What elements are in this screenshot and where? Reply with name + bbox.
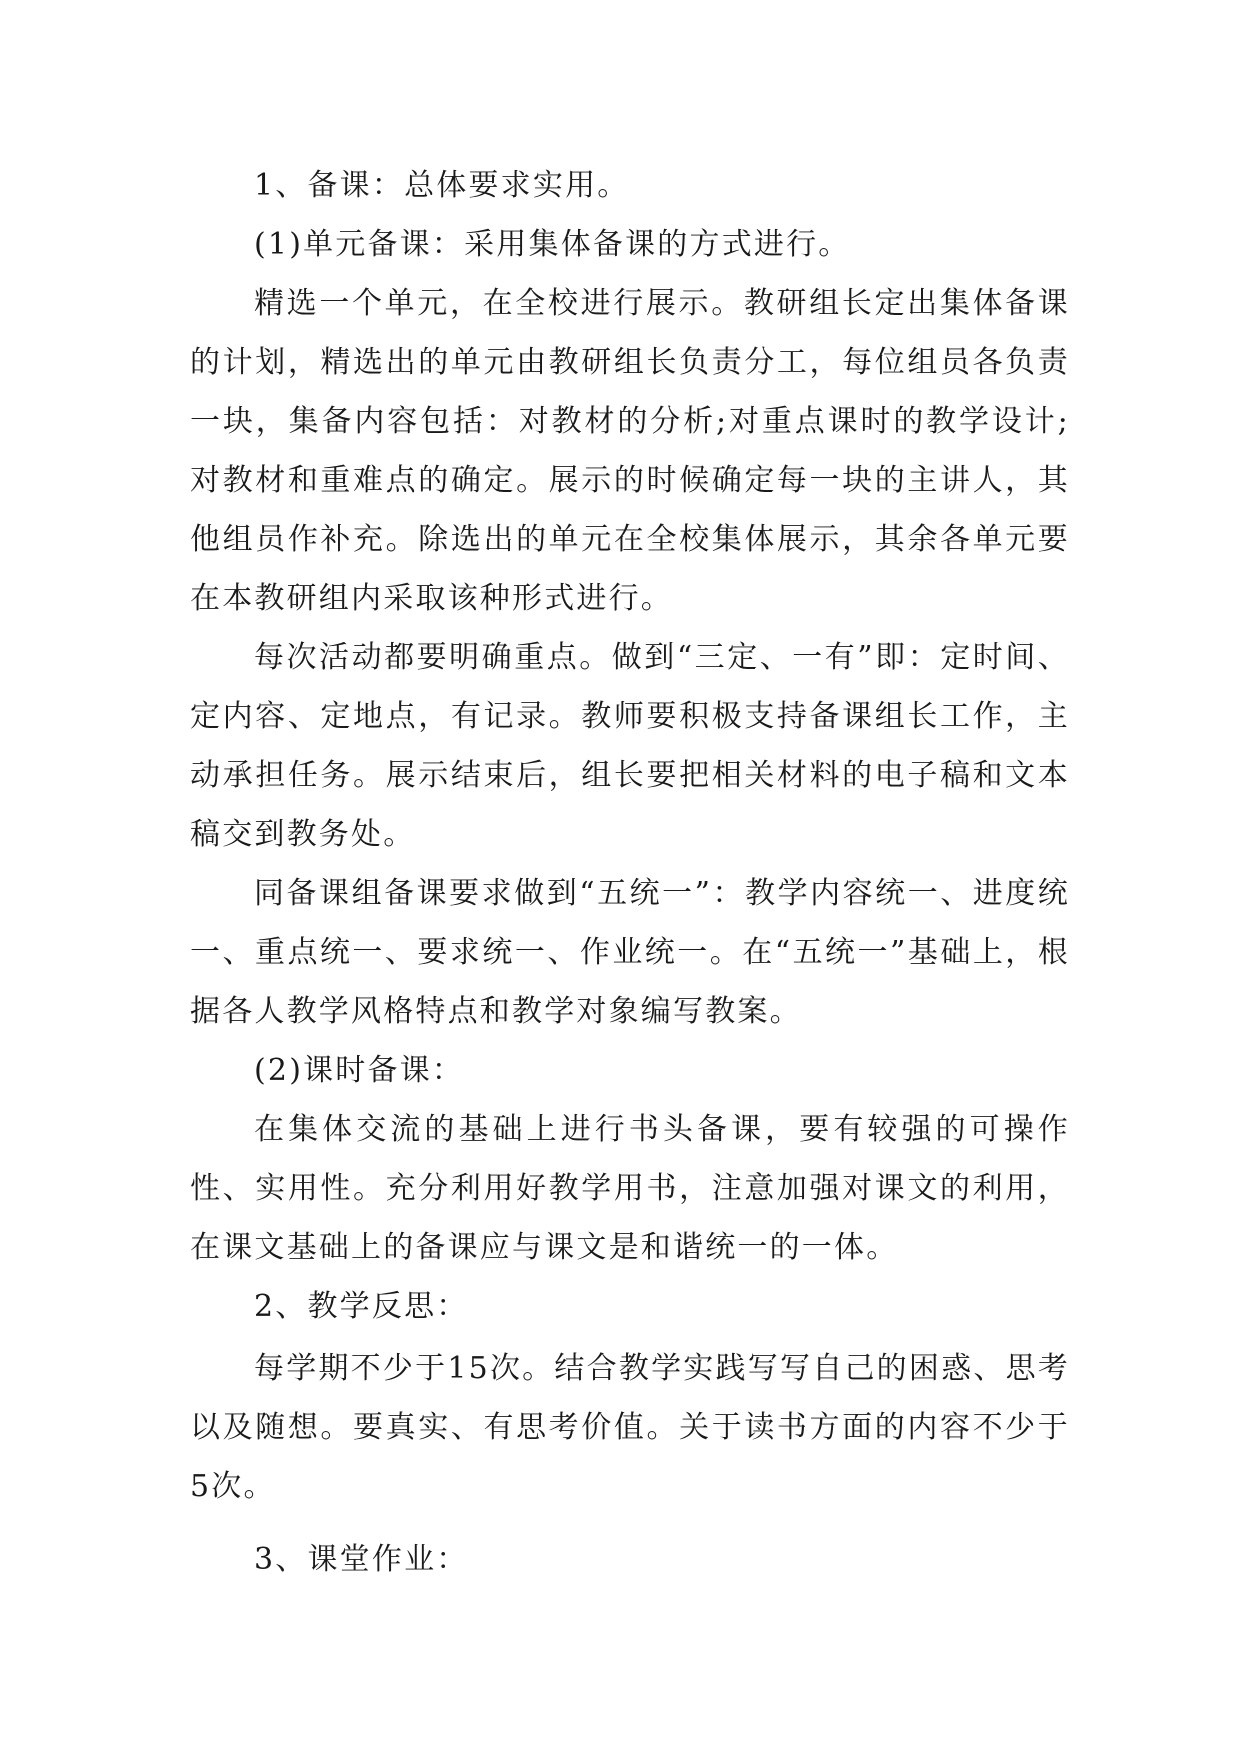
paragraph-classroom-homework-heading: 3、课堂作业： xyxy=(254,1542,469,1577)
paragraph-reflection-requirements: 每学期不少于15次。结合教学实践写写自己的困惑、思考以及随想。要真实、有思考价值。关于读书方面的内容不少于5次。 xyxy=(190,1351,1070,1504)
paragraph-unit-prep-heading: (1)单元备课：采用集体备课的方式进行。 xyxy=(254,227,851,262)
paragraph-class-hour-prep-heading: (2)课时备课： xyxy=(254,1053,465,1088)
paragraph-five-unifications: 同备课组备课要求做到“五统一”：教学内容统一、进度统一、重点统一、要求统一、作业统一。在“五统一”基础上，根据各人教学风格特点和教学对象编写教案。 xyxy=(190,876,1070,1029)
document-body xyxy=(190,156,1070,1589)
paragraph-book-margin-prep: 在集体交流的基础上进行书头备课，要有较强的可操作性、实用性。充分利用好教学用书，注意加强对课文的利用，在课文基础上的备课应与课文是和谐统一的一体。 xyxy=(190,1112,1070,1265)
paragraph-lesson-prep-heading: 1、备课：总体要求实用。 xyxy=(254,168,630,203)
paragraph-unit-selection: 精选一个单元，在全校进行展示。教研组长定出集体备课的计划，精选出的单元由教研组长负责分工，每位组员各负责一块，集备内容包括：对教材的分析;对重点课时的教学设计;对教材和重难点的确定。展示的时候确定每一块的主讲人，其他组员作补充。除选出的单元在全校集体展示，其余各单元要在本教研组内采取该种形式进行。 xyxy=(190,286,1070,616)
paragraph-teaching-reflection-heading: 2、教学反思： xyxy=(254,1289,469,1324)
paragraph-activity-focus: 每次活动都要明确重点。做到“三定、一有”即：定时间、定内容、定地点，有记录。教师要积极支持备课组长工作，主动承担任务。展示结束后，组长要把相关材料的电子稿和文本稿交到教务处。 xyxy=(190,640,1070,852)
